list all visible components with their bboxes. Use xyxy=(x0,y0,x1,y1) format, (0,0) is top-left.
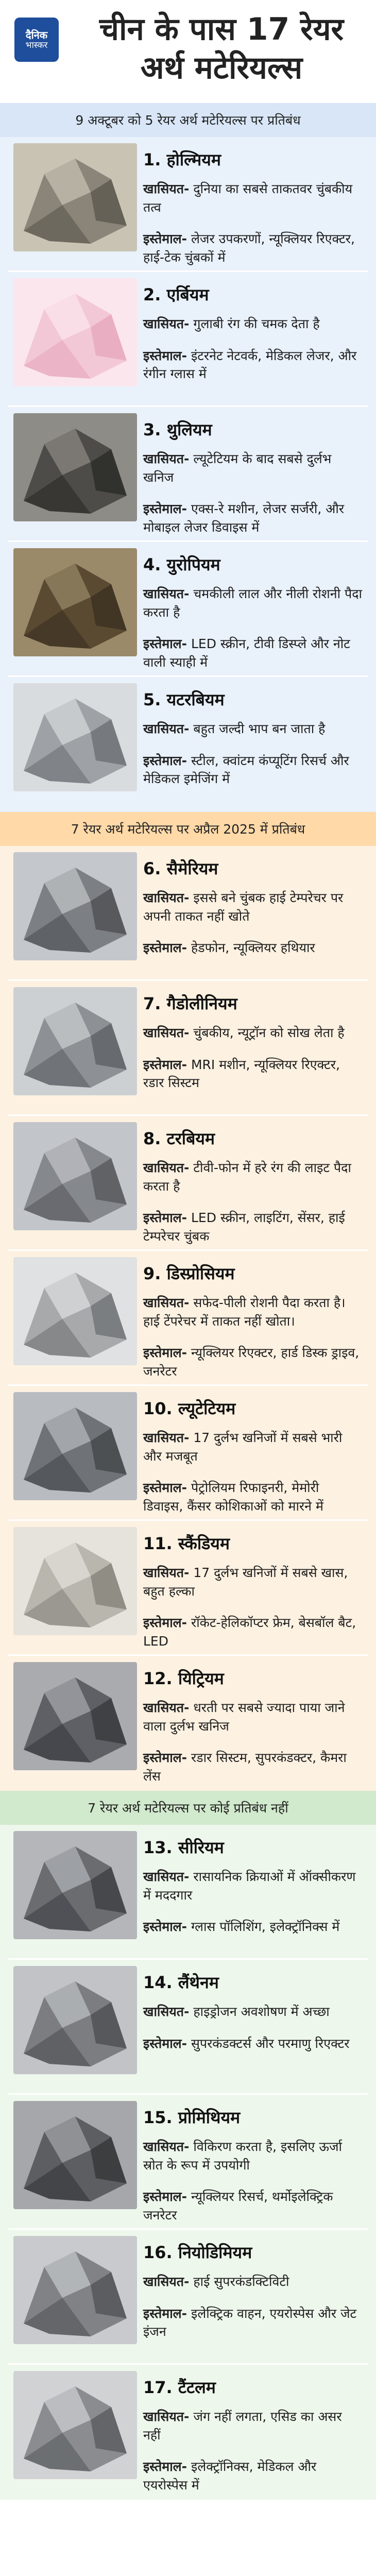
usage-text: न्यूक्लियर रिसर्च, थर्मोइलेक्ट्रिक जनरेटर xyxy=(143,2189,333,2223)
mineral-image xyxy=(13,987,137,1095)
element-card xyxy=(8,1116,368,1251)
usage-text: इलेक्ट्रिक वाहन, एयरोस्पेस और जेट इंजन xyxy=(143,2306,357,2339)
property-label: खासियत- xyxy=(143,181,190,196)
usage-label: इस्तेमाल- xyxy=(143,1057,187,1072)
element-usage xyxy=(143,1479,363,1515)
usage-text: इलेक्ट्रॉनिक्स, मेडिकल और एयरोस्पेस में xyxy=(143,2459,317,2493)
element-card xyxy=(8,272,368,407)
property-text: दुनिया का सबसे ताकतवर चुंबकीय तत्व xyxy=(143,181,353,215)
usage-text: ग्लास पॉलिशिंग, इलेक्ट्रॉनिक्स में xyxy=(191,1919,340,1934)
property-text: गुलाबी रंग की चमक देता है xyxy=(193,316,320,331)
usage-text: MRI मशीन, न्यूक्लियर रिएक्टर, रडार सिस्टम xyxy=(143,1057,340,1090)
element-name: 4. युरोपियम xyxy=(143,555,220,574)
property-label: खासियत- xyxy=(143,890,190,905)
element-property xyxy=(143,1159,363,1195)
usage-label: इस्तेमाल- xyxy=(143,1480,187,1495)
mineral-image xyxy=(13,1527,137,1635)
element-name: 8. टरबियम xyxy=(143,1129,215,1148)
property-label: खासियत- xyxy=(143,1565,190,1580)
element-card xyxy=(8,1656,368,1791)
mineral-image xyxy=(13,852,137,960)
element-name: 10. ल्यूटेटियम xyxy=(143,1399,236,1418)
element-usage xyxy=(143,500,363,536)
element-usage xyxy=(143,1918,363,1936)
logo-line1: दैनिक xyxy=(25,28,48,41)
usage-text: रॉकेट-हेलिकॉप्टर फ्रेम, बेसबॉल बैट, LED xyxy=(143,1615,356,1649)
element-card xyxy=(8,1521,368,1656)
usage-label: इस्तेमाल- xyxy=(143,753,187,768)
element-name: 5. यटरबियम xyxy=(143,690,225,709)
element-property xyxy=(143,1024,363,1042)
property-text: रासायनिक क्रियाओं में ऑक्सीकरण में मददगार xyxy=(143,1869,356,1903)
property-text: चमकीली लाल और नीली रोशनी पैदा करता है xyxy=(143,586,363,620)
usage-label: इस्तेमाल- xyxy=(143,940,187,955)
element-name: 15. प्रोमिथियम xyxy=(143,2108,241,2127)
element-name: 13. सीरियम xyxy=(143,1838,224,1857)
element-card xyxy=(8,1825,368,1960)
element-card xyxy=(8,2230,368,2365)
property-text: बहुत जल्दी भाप बन जाता है xyxy=(193,721,326,736)
usage-label: इस्तेमाल- xyxy=(143,501,187,516)
element-usage xyxy=(143,752,363,788)
mineral-image xyxy=(13,1831,137,1939)
usage-text: LED स्क्रीन, टीवी डिस्प्ले और नोट वाली स्याही में xyxy=(143,636,350,670)
usage-label: इस्तेमाल- xyxy=(143,2189,187,2204)
usage-text: स्टील, क्वांटम कंप्यूटिंग रिसर्च और मेडिकल इमेजिंग में xyxy=(143,753,349,786)
element-property xyxy=(143,1429,363,1465)
element-card xyxy=(8,2095,368,2230)
usage-label: इस्तेमाल- xyxy=(143,1750,187,1765)
usage-text: एक्स-रे मशीन, लेजर सर्जरी, और मोबाइल लेजर डिवाइस में xyxy=(143,501,345,535)
usage-label: इस्तेमाल- xyxy=(143,1210,187,1225)
usage-label: इस्तेमाल- xyxy=(143,1919,187,1934)
property-label: खासियत- xyxy=(143,1700,190,1715)
usage-text: इंटरनेट नेटवर्क, मेडिकल लेजर, और रंगीन ग्लास में xyxy=(143,348,357,381)
property-label: खासियत- xyxy=(143,1430,190,1445)
element-property xyxy=(143,1564,363,1600)
usage-text: न्यूक्लियर रिएक्टर, हार्ड डिस्क ड्राइव, जनरेटर xyxy=(143,1345,360,1379)
usage-text: लेजर उपकरणों, न्यूक्लियर रिएक्टर, हाई-टेक चुंबकों में xyxy=(143,231,355,265)
element-name: 1. होल्मियम xyxy=(143,150,221,170)
element-usage xyxy=(143,2458,363,2494)
usage-label: इस्तेमाल- xyxy=(143,348,187,363)
section-band-3: 7 रेयर अर्थ मटेरियल्स पर कोई प्रतिबंध नहीं xyxy=(0,1791,376,1825)
element-property xyxy=(143,889,363,925)
mineral-image xyxy=(13,1662,137,1770)
element-usage xyxy=(143,1614,363,1650)
property-text: 17 दुर्लभ खनिजों में सबसे भारी और मजबूत xyxy=(143,1430,343,1464)
mineral-image xyxy=(13,413,137,521)
element-name: 16. नियोडिमियम xyxy=(143,2243,252,2262)
section-restricted-october xyxy=(0,137,376,812)
element-usage xyxy=(143,1749,363,1785)
element-property xyxy=(143,2408,363,2444)
element-name: 7. गैडोलीनियम xyxy=(143,994,237,1013)
usage-text: हेडफोन, न्यूक्लियर हथियार xyxy=(191,940,315,955)
element-name: 6. सैमेरियम xyxy=(143,859,218,878)
property-label: खासियत- xyxy=(143,2004,190,2019)
element-usage xyxy=(143,939,363,957)
element-property xyxy=(143,450,363,486)
property-label: खासियत- xyxy=(143,2139,190,2154)
element-name: 3. थुलियम xyxy=(143,420,212,439)
usage-label: इस्तेमाल- xyxy=(143,231,187,246)
property-label: खासियत- xyxy=(143,1160,190,1175)
mineral-image xyxy=(13,2236,137,2344)
property-text: चुंबकीय, न्यूट्रॉन को सोख लेता है xyxy=(193,1025,345,1040)
property-text: 17 दुर्लभ खनिजों में सबसे खास, बहुत हल्का xyxy=(143,1565,348,1599)
mineral-image xyxy=(13,1392,137,1500)
element-card xyxy=(8,677,368,812)
property-text: हाइड्रोजन अवशोषण में अच्छा xyxy=(193,2004,330,2019)
element-property xyxy=(143,1294,363,1330)
usage-text: LED स्क्रीन, लाइटिंग, सेंसर, हाई टेम्परेचर चुंबक xyxy=(143,1210,345,1244)
property-label: खासियत- xyxy=(143,586,190,601)
mineral-image xyxy=(13,2101,137,2209)
element-usage xyxy=(143,230,363,266)
element-property xyxy=(143,1699,363,1735)
property-text: जंग नहीं लगता, एसिड का असर नहीं xyxy=(143,2409,342,2443)
mineral-image xyxy=(13,1966,137,2074)
section-unrestricted xyxy=(0,1825,376,2500)
element-name: 14. लैंथेनम xyxy=(143,1973,219,1992)
usage-label: इस्तेमाल- xyxy=(143,636,187,651)
element-property xyxy=(143,315,363,333)
element-usage xyxy=(143,2304,363,2341)
element-card xyxy=(8,1251,368,1386)
element-name: 17. टैंटलम xyxy=(143,2378,216,2397)
usage-label: इस्तेमाल- xyxy=(143,1615,187,1630)
usage-label: इस्तेमाल- xyxy=(143,2459,187,2474)
property-text: विकिरण करता है, इसलिए ऊर्जा स्रोत के रूप में उपयोगी xyxy=(143,2139,342,2173)
element-card xyxy=(8,1386,368,1521)
dainik-bhaskar-logo xyxy=(14,18,59,62)
element-usage xyxy=(143,1056,363,1092)
usage-label: इस्तेमाल- xyxy=(143,2036,187,2051)
usage-label: इस्तेमाल- xyxy=(143,1345,187,1360)
element-property xyxy=(143,1868,363,1904)
logo-line2: भास्कर xyxy=(25,40,48,50)
property-label: खासियत- xyxy=(143,2409,190,2424)
property-label: खासियत- xyxy=(143,1295,190,1310)
element-name: 11. स्कैंडियम xyxy=(143,1534,230,1553)
element-usage xyxy=(143,635,363,671)
property-label: खासियत- xyxy=(143,1025,190,1040)
mineral-image xyxy=(13,683,137,791)
element-property xyxy=(143,180,363,216)
mineral-image xyxy=(13,278,137,386)
element-card xyxy=(8,2365,368,2500)
property-text: हाई सुपरकंडक्टिविटी xyxy=(193,2274,289,2289)
element-name: 2. एर्बियम xyxy=(143,285,209,304)
property-text: धरती पर सबसे ज्यादा पाया जाने वाला दुर्लभ खनिज xyxy=(143,1700,345,1734)
mineral-image xyxy=(13,1122,137,1230)
element-name: 12. यिट्रियम xyxy=(143,1669,224,1688)
element-property xyxy=(143,2273,363,2291)
property-label: खासियत- xyxy=(143,451,190,466)
usage-text: रडार सिस्टम, सुपरकंडक्टर, कैमरा लेंस xyxy=(143,1750,347,1784)
element-property xyxy=(143,585,363,621)
property-text: टीवी-फोन में हरे रंग की लाइट पैदा करता है xyxy=(143,1160,351,1194)
mineral-image xyxy=(13,2371,137,2479)
element-card xyxy=(8,137,368,272)
property-label: खासियत- xyxy=(143,721,190,736)
property-label: खासियत- xyxy=(143,316,190,331)
element-property xyxy=(143,2003,363,2021)
usage-text: सुपरकंडक्टर्स और परमाणु रिएक्टर xyxy=(191,2036,350,2051)
property-text: सफेद-पीली रोशनी पैदा करता है। हाई टेंपरेचर में ताकत नहीं खोता। xyxy=(143,1295,346,1329)
property-label: खासियत- xyxy=(143,2274,190,2289)
mineral-image xyxy=(13,143,137,251)
element-card xyxy=(8,407,368,542)
section-band-1: 9 अक्टूबर को 5 रेयर अर्थ मटेरियल्स पर प्रतिबंध xyxy=(0,103,376,137)
element-property xyxy=(143,2138,363,2174)
element-property xyxy=(143,720,363,738)
property-text: ल्यूटेटियम के बाद सबसे दुर्लभ खनिज xyxy=(143,451,332,485)
mineral-image xyxy=(13,1257,137,1365)
usage-text: पेट्रोलियम रिफाइनरी, मेमोरी डिवाइस, कैंसर कोशिकाओं को मारने में xyxy=(143,1480,323,1514)
element-card xyxy=(8,542,368,677)
element-usage xyxy=(143,347,363,383)
header xyxy=(0,0,376,103)
section-band-2: 7 रेयर अर्थ मटेरियल्स पर अप्रैल 2025 में प्रतिबंध xyxy=(0,812,376,846)
element-card xyxy=(8,846,368,981)
element-usage xyxy=(143,1344,363,1380)
element-name: 9. डिस्प्रोसियम xyxy=(143,1264,235,1283)
section-restricted-april xyxy=(0,846,376,1791)
property-text: इससे बने चुंबक हाई टेम्परेचर पर अपनी ताकत नहीं खोते xyxy=(143,890,344,924)
property-label: खासियत- xyxy=(143,1869,190,1884)
page-title: चीन के पास 17 रेयर अर्थ मटेरियल्स xyxy=(99,11,344,86)
element-card xyxy=(8,1960,368,2095)
usage-label: इस्तेमाल- xyxy=(143,2306,187,2321)
element-usage xyxy=(143,2035,363,2053)
element-usage xyxy=(143,1209,363,1245)
mineral-image xyxy=(13,548,137,656)
element-card xyxy=(8,981,368,1116)
element-usage xyxy=(143,2188,363,2224)
